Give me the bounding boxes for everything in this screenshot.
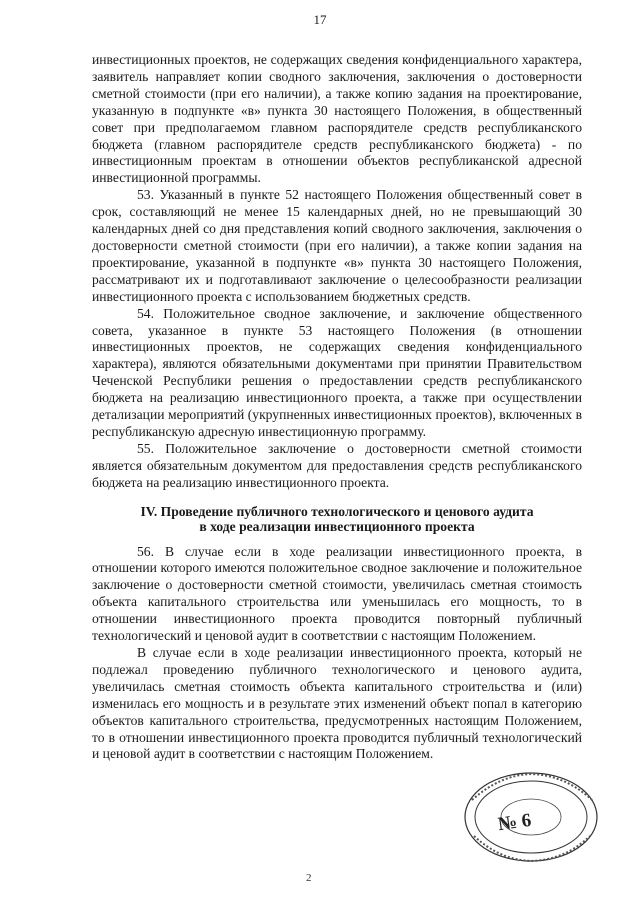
bottom-mark: 2 [306,872,312,884]
paragraph-53: 53. Указанный в пункте 52 настоящего Положения общественный совет в срок, составляющий не менее 15 календарных дней, но не превышающий 30 календарных дней со дня представления копий сводного заключения, заключения о достоверности сметной стоимости (при его наличии), а также копии задания на проектирование, указанной в подпункте «в» пункта 30 настоящего Положения, рассматривают их и подготавливают заключение о целесообразности реализации инвестиционного проекта с использованием бюджетных средств. [92,187,582,304]
seal-stamp [460,770,602,865]
page-number: 17 [313,12,327,27]
paragraph-54: 54. Положительное сводное заключение, и заключение общественного совета, указанное в пункте 53 настоящего Положения (в отношении инвестиционных проектов, не содержащих сведения конфиденциального характера), являются обязательными документами при принятии Правительством Чеченской Республики решения о предоставлении средств республиканского бюджета на реализацию инвестиционного проекта, а также при осуществлении детализации мероприятий (укрупненных инвестиционных проектов), включенных в республиканскую адресную инвестиционную программу. [92,305,582,439]
document-body [92,52,582,763]
section-heading-line-1: IV. Проведение публичного технологического и ценового аудита [140,503,534,519]
section-heading [92,504,582,535]
stamp-number: № 6 [496,809,533,836]
section-heading-line-2: в ходе реализации инвестиционного проекта [199,519,475,535]
paragraph-55: 55. Положительное заключение о достоверности сметной стоимости является обязательным документом для предоставления средств республиканского бюджета на реализацию инвестиционного проекта. [92,440,582,490]
paragraph-56-continued: В случае если в ходе реализации инвестиционного проекта, который не подлежал проведению публичного технологического и ценового аудита, увеличилась сметная стоимость объекта капитального строительства и (или) изменилась его мощность и в результате этих изменений объект попал в категорию объектов капитального строительства, предусмотренных настоящим Положением, то в отношении инвестиционного проекта проводится публичный технологический и ценовой аудит в соответствии с настоящим Положением. [92,645,582,762]
paragraph-continuation: инвестиционных проектов, не содержащих сведения конфиденциального характера, заявитель направляет копии сводного заключения, заключения о достоверности сметной стоимости (при его наличии), а также копию задания на проектирование, указанную в подпункте «в» пункта 30 настоящего Положения, в общественный совет при предполагаемом главном распорядителе средств республиканского бюджета (главном распорядителе средств республиканского бюджета) - по инвестиционным проектам в отношении объектов республиканской адресной инвестиционной программы. [92,52,582,186]
paragraph-56: 56. В случае если в ходе реализации инвестиционного проекта, в отношении которого имеются положительное сводное заключение и положительное заключение о достоверности сметной стоимости, увеличилась сметная стоимость объекта капитального строительства или уменьшилась его мощность, то в отношении инвестиционного проекта проводится повторный публичный технологический и ценовой аудит в соответствии с настоящим Положением. [92,543,582,644]
